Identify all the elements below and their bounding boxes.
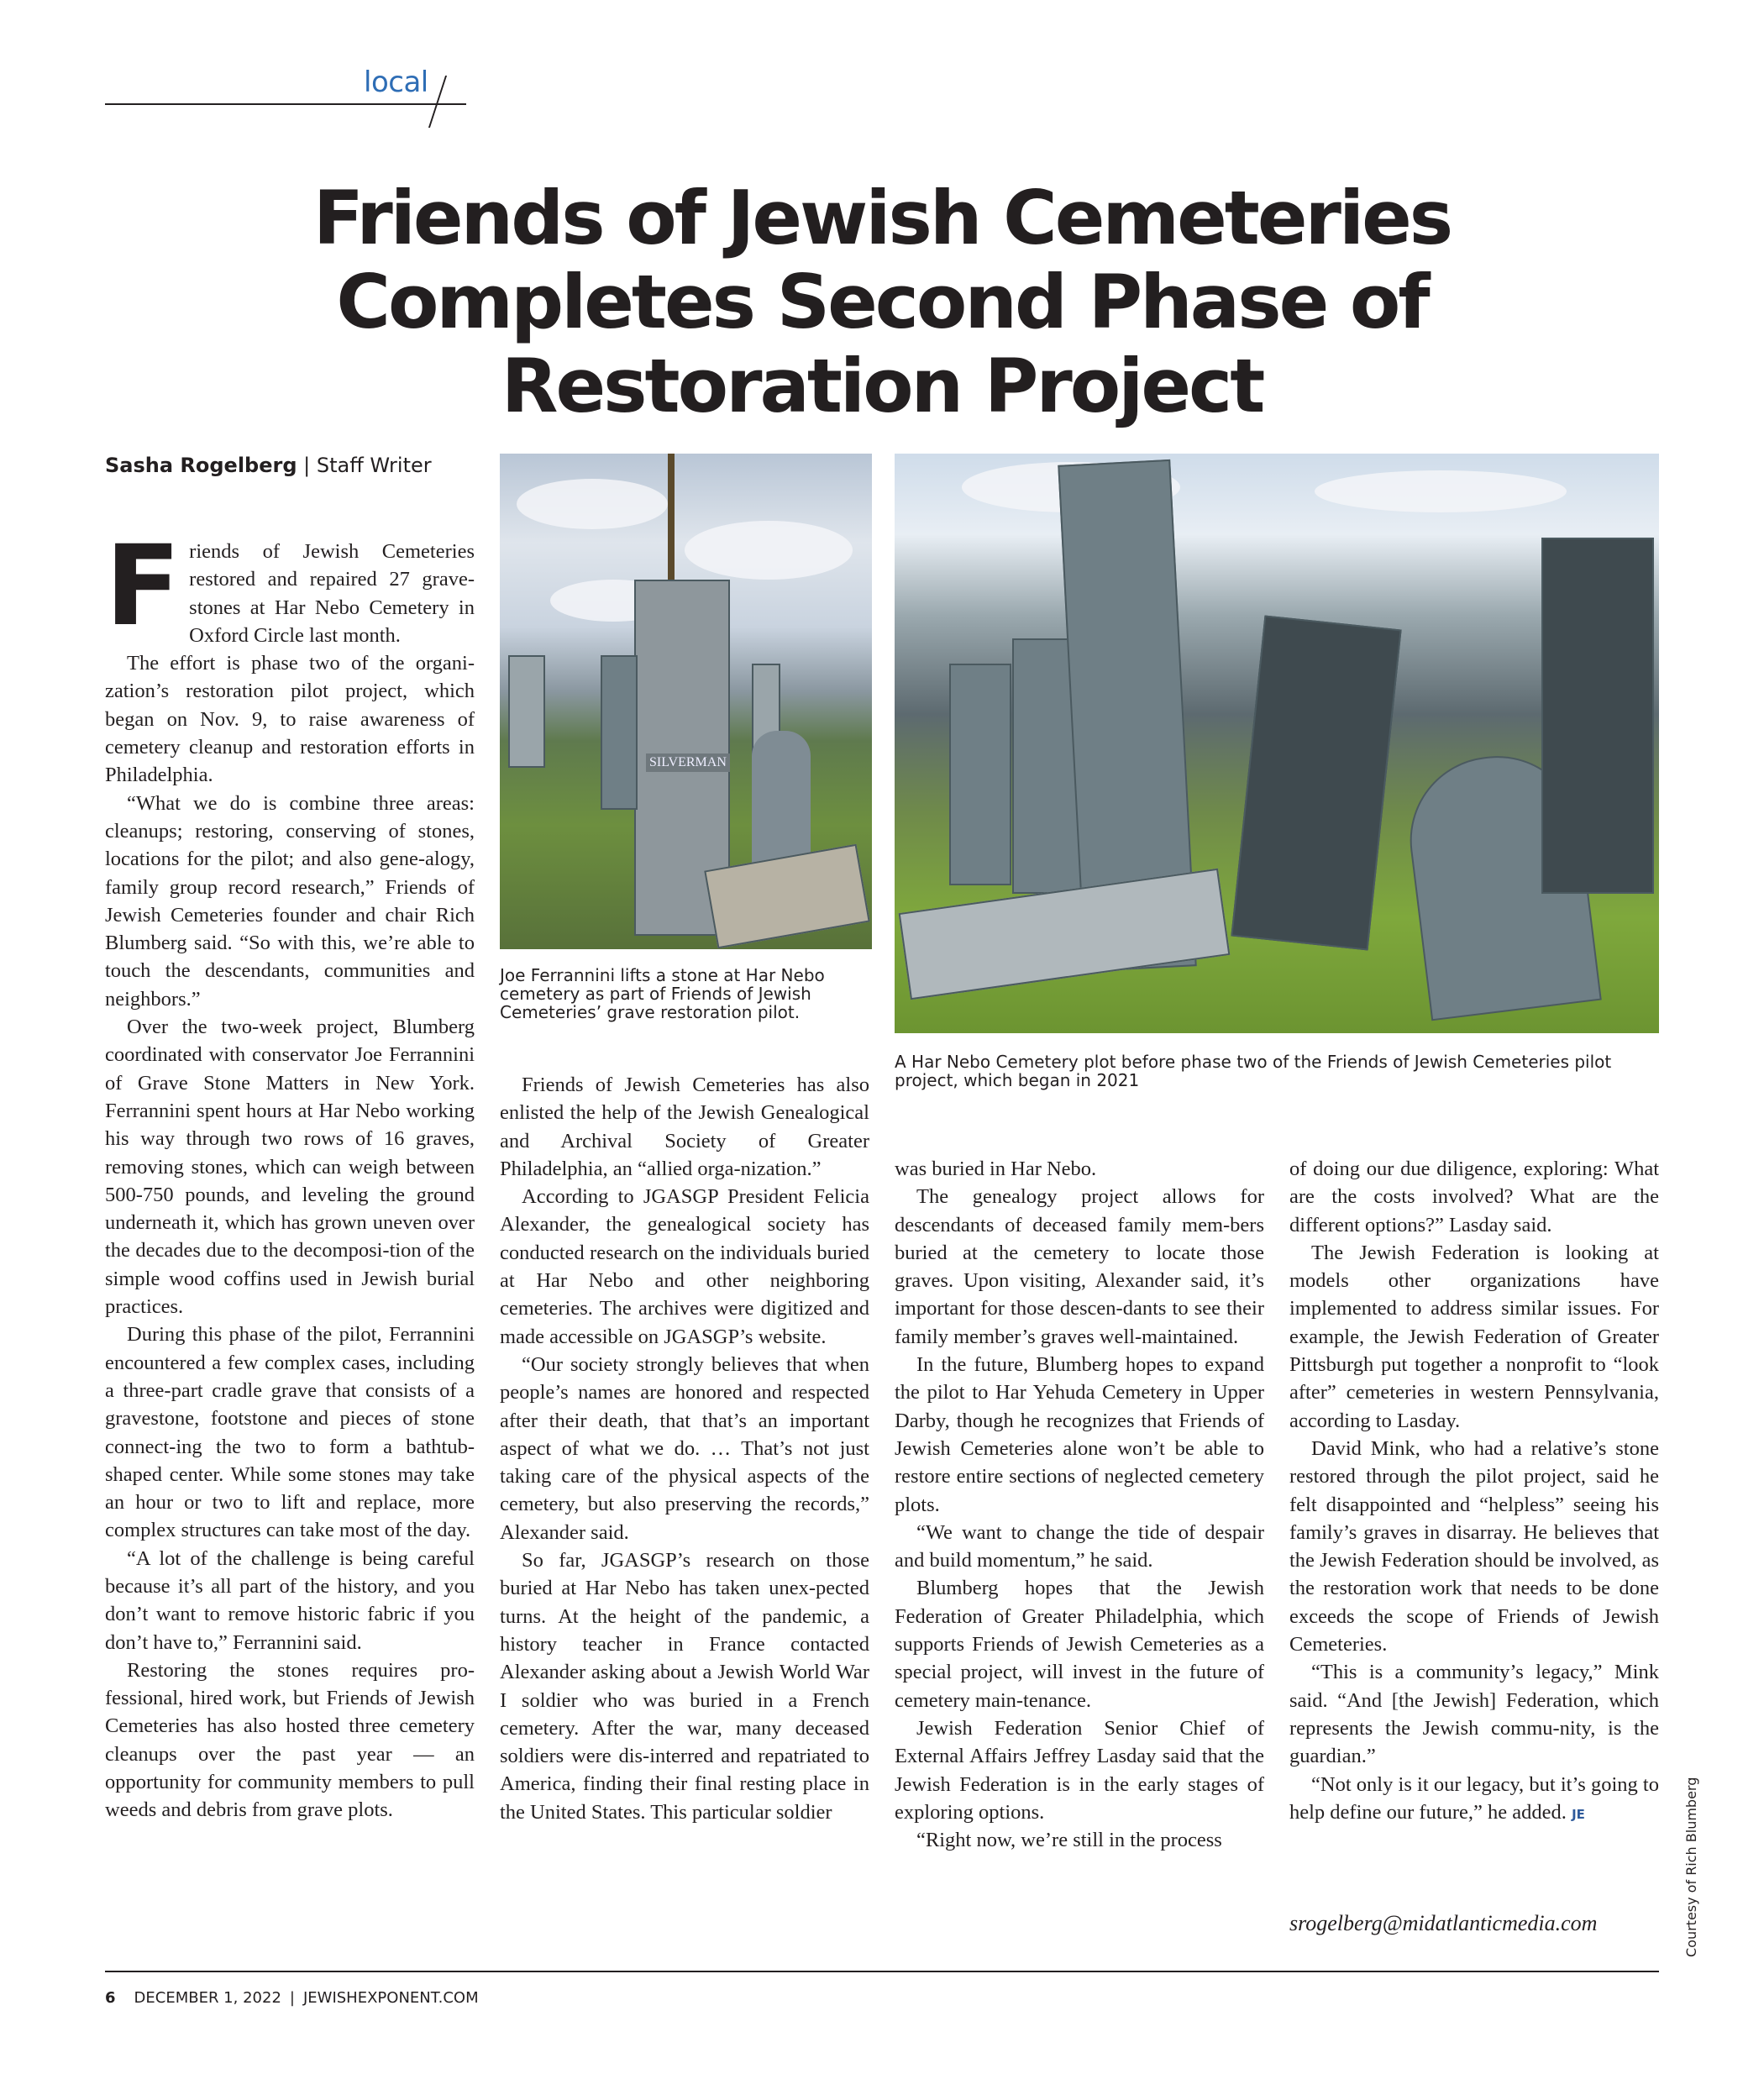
- article-paragraph: During this phase of the pilot, Ferrannini encountered a few complex cases, including a three-part cradle grave that consists of a gravestone, footstone and pieces of stone connect-ing the two to form a bathtub-shaped center. While some stones may take an hour or two to lift and replace, more complex structures can take most of the day.: [105, 1323, 475, 1542]
- page-title: [168, 176, 1596, 428]
- article-paragraph: In the future, Blumberg hopes to expand the pilot to Har Yehuda Cemetery in Upper Darby, though he recognizes that Friends of Jewish Cemeteries alone won’t be able to restore entire sections of neglected cemetery plots.: [895, 1353, 1264, 1516]
- article-paragraph: “This is a community’s legacy,” Mink said. “And [the Jewish] Federation, which represents the Jewish commu-nity, is the guardian.”: [1289, 1661, 1659, 1768]
- section-tag: [105, 59, 466, 126]
- paragraph-text: riends of Jewish Cemeteries restored and repaired 27 grave-stones at Har Nebo Cemetery in Oxford Circle last month.: [189, 540, 475, 647]
- article-paragraph: of doing our due diligence, exploring: What are the costs involved? What are the different options?” Lasday said.: [1289, 1158, 1659, 1236]
- footer-separator: |: [289, 1989, 295, 2007]
- photo-caption-1: Joe Ferrannini lifts a stone at Har Nebo cemetery as part of Friends of Jewish Cemeteries’ grave restoration pilot.: [500, 965, 825, 1022]
- gravestone: [601, 655, 638, 810]
- article-paragraph: [1289, 1771, 1659, 1830]
- footer-rule: [105, 1971, 1659, 1972]
- photo-credit: Courtesy of Rich Blumberg: [1683, 1777, 1699, 1957]
- article-paragraph: The effort is phase two of the organi-zation’s restoration pilot project, which began on Nov. 9, to raise awareness of cemetery cleanup and restoration efforts in Philadelphia.: [105, 652, 475, 787]
- article-paragraph: “A lot of the challenge is being careful because it’s all part of the history, and you don’t want to remove historic fabric if you don’t have to,” Ferrannini said.: [105, 1546, 475, 1654]
- article-column-1: [105, 522, 475, 1824]
- article-paragraph: Over the two-week project, Blumberg coordinated with conservator Joe Ferrannini of Grave Stone Matters in New York. Ferrannini spent hours at Har Nebo working his way through two rows of 16 graves, removing stones, which can weigh between 500-750 pounds, and leveling the ground underneath it, which has grown uneven over the decades due to the decomposi-tion of the simple wood coffins used in Jewish burial practices.: [105, 1016, 475, 1319]
- headline-line-1: Friends of Jewish Cemeteries: [312, 175, 1452, 261]
- signoff-mark: JE: [1572, 1806, 1585, 1822]
- section-slash-divider: [428, 76, 447, 128]
- article-column-3: [895, 1155, 1264, 1854]
- article-paragraph: “Right now, we’re still in the process: [916, 1829, 1222, 1852]
- byline-separator: |: [297, 454, 317, 477]
- photo-cemetery-plot: [895, 454, 1659, 1033]
- author-email-link[interactable]: srogelberg@midatlanticmedia.com: [1289, 1911, 1598, 1935]
- gravestone: [508, 655, 545, 768]
- page-number: 6: [105, 1989, 116, 2007]
- article-paragraph: Blumberg hopes that the Jewish Federation of Greater Philadelphia, which supports Friends of Jewish Cemeteries as a special project, will invest in the future of cemetery main-tenance.: [895, 1577, 1264, 1712]
- author-role: Staff Writer: [316, 454, 432, 477]
- article-paragraph: Restoring the stones requires pro-fessional, hired work, but Friends of Jewish Cemeteries has also hosted three cemetery cleanups over the past year — an opportunity for community members to pull weeds and debris from grave plots.: [105, 1658, 475, 1822]
- gravestone-star-of-david: [1541, 538, 1654, 894]
- paragraph-text: “Not only is it our legacy, but it’s going to help define our future,” he added.: [1289, 1772, 1659, 1824]
- article-paragraph: Jewish Federation Senior Chief of External Affairs Jeffrey Lasday said that the Jewish Federation is in the early stages of exploring options.: [895, 1716, 1264, 1824]
- article-paragraph: The genealogy project allows for descendants of deceased family mem-bers buried at the cemetery to locate those graves. Upon visiting, Alexander said, it’s important for those descen-dants to see their family member’s graves well-maintained.: [895, 1185, 1264, 1348]
- article-paragraph: was buried in Har Nebo.: [895, 1158, 1097, 1180]
- cloud-shape: [1315, 470, 1567, 512]
- photo-caption-2: A Har Nebo Cemetery plot before phase two of the Friends of Jewish Cemeteries pilot project, which began in 2021: [895, 1052, 1612, 1090]
- article-paragraph: [105, 522, 475, 651]
- cloud-shape: [685, 521, 853, 580]
- gravestone: [949, 664, 1011, 885]
- site-link[interactable]: JEWISHEXPONENT.COM: [302, 1989, 479, 2007]
- photo-stone-lift: [500, 454, 872, 949]
- author-name: Sasha Rogelberg: [105, 454, 297, 477]
- cloud-shape: [517, 479, 668, 529]
- issue-date: DECEMBER 1, 2022: [134, 1989, 281, 2007]
- page-footer: [105, 1989, 479, 2007]
- article-paragraph: So far, JGASGP’s research on those buried at Har Nebo has taken unex-pected turns. At the height of the pandemic, a history teacher in France contacted Alexander asking about a Jewish World War I soldier who was buried in a French cemetery. After the war, many deceased soldiers were dis-interred and repatriated to America, finding their final resting place in the United States. This particular soldier: [500, 1549, 869, 1824]
- drop-cap: F: [105, 522, 181, 651]
- section-rule: [105, 103, 466, 105]
- article-paragraph: The Jewish Federation is looking at models other organizations have implemented to address similar issues. For example, the Jewish Federation of Greater Pittsburgh put together a nonprofit to “look after” cemeteries in western Pennsylvania, according to Lasday.: [1289, 1241, 1659, 1432]
- article-paragraph: “What we do is combine three areas: cleanups; restoring, conserving of stones, locations for the pilot; and also gene-alogy, family group record research,” Friends of Jewish Cemeteries founder and chair Rich Blumberg said. “So with this, we’re able to touch the descendants, communities and neighbors.”: [105, 791, 475, 1011]
- byline: [105, 454, 432, 477]
- article-paragraph: According to JGASGP President Felicia Alexander, the genealogical society has conducted research on the individuals buried at Har Nebo and other neighboring cemeteries. The archives were digitized and made accessible on JGASGP’s website.: [500, 1185, 869, 1348]
- article-column-4: [1289, 1155, 1659, 1829]
- article-paragraph: Friends of Jewish Cemeteries has also enlisted the help of the Jewish Genealogical and Archival Society of Greater Philadelphia, an “allied orga-nization.”: [500, 1074, 869, 1180]
- section-label[interactable]: local: [364, 66, 428, 99]
- article-paragraph: “Our society strongly believes that when people’s names are honored and respected after their death, that that’s an important aspect of what we do. … That’s not just taking care of the physical aspects of the cemetery, but also preserving the records,” Alexander said.: [500, 1352, 869, 1544]
- article-paragraph: David Mink, who had a relative’s stone restored through the pilot project, said he felt disappointed and “helpless” seeing his family’s graves in disarray. He believes that the Jewish Federation should be involved, as the restoration work that needs to be done exceeds the scope of Friends of Jewish Cemeteries.: [1289, 1436, 1659, 1656]
- article-paragraph: “We want to change the tide of despair and build momentum,” he said.: [895, 1520, 1264, 1572]
- article-column-2: [500, 1071, 869, 1826]
- headline-line-3: Restoration Project: [501, 343, 1263, 429]
- headline-line-2: Completes Second Phase of: [336, 259, 1428, 345]
- gravestone-dark: [1231, 615, 1401, 950]
- gravestone-engraving: SILVERMAN: [646, 753, 730, 772]
